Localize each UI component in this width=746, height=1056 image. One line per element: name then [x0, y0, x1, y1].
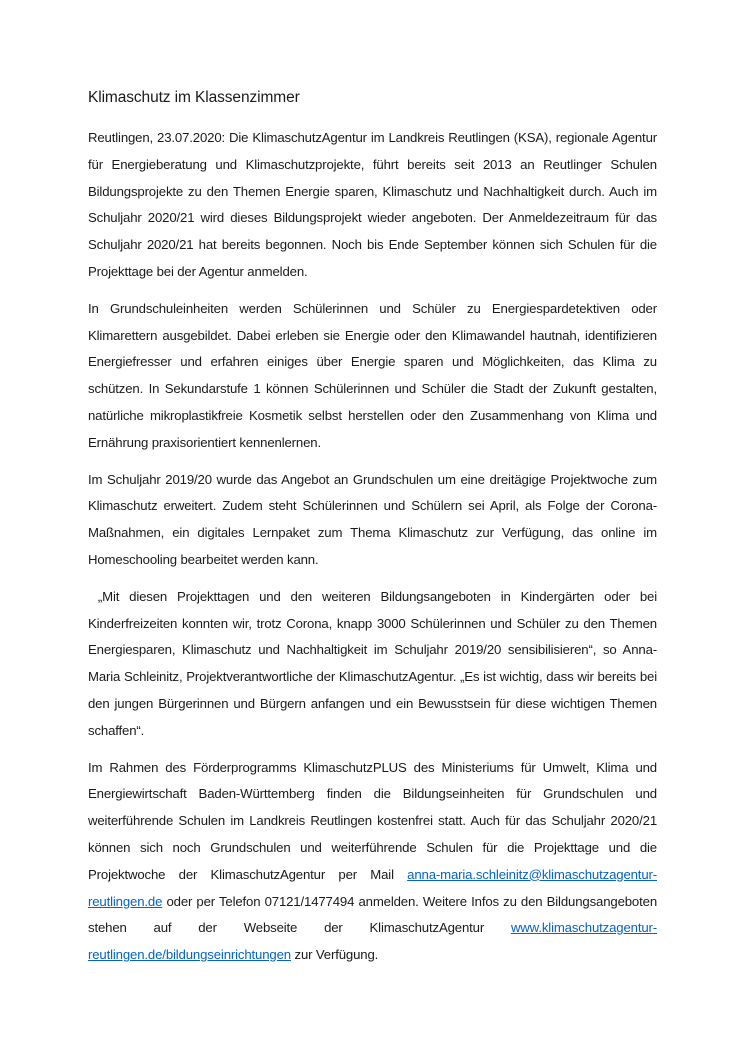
contact-text-3: zur Verfügung.	[290, 947, 379, 963]
contact-text-1: Im Rahmen des Förderprogramms KlimaschutzPLUS des Ministeriums für Umwelt, Klima und Energiewirtschaft Baden-Württemberg finden die Bildungseinheiten für Grundschulen und weiterführende Schulen im Landkreis Reutlingen kostenfrei statt. Auch für das Schuljahr 2020/21 können sich noch Grundschulen und weiterführende Schulen für die Projekttage und die Projektwoche der KlimaschutzAgentur per Mail	[88, 759, 657, 882]
paragraph-intro: Reutlingen, 23.07.2020: Die KlimaschutzAgentur im Landkreis Reutlingen (KSA), regionale Agentur für Energieberatung und Klimaschutzprojekte, führt bereits seit 2013 an Reutlinger Schulen Bildungsprojekte zu den Themen Energie sparen, Klimaschutz und Nachhaltigkeit durch. Auch im Schuljahr 2020/21 wird dieses Bildungsprojekt wieder angeboten. Der Anmeldezeitraum für das Schuljahr 2020/21 hat bereits begonnen. Noch bis Ende September können sich Schulen für die Projekttage bei der Agentur anmelden.	[88, 130, 657, 279]
paragraph-projektwoche: Im Schuljahr 2019/20 wurde das Angebot an Grundschulen um eine dreitägige Projektwoche zum Klimaschutz erweitert. Zudem steht Schülerinnen und Schülern sei April, als Folge der Corona-Maßnahmen, ein digitales Lernpaket zum Thema Klimaschutz zur Verfügung, das online im Homeschooling bearbeitet werden kann.	[88, 471, 657, 567]
document-title: Klimaschutz im Klassenzimmer	[88, 89, 300, 106]
paragraph-quote: „Mit diesen Projekttagen und den weiteren Bildungsangeboten in Kindergärten oder bei Kinderfreizeiten konnten wir, trotz Corona, knapp 3000 Schülerinnen und Schüler zu den Themen Energiesparen, Klimaschutz und Nachhaltigkeit im Schuljahr 2019/20 sensibilisieren“, so Anna-Maria Schleinitz, Projektverantwortliche der KlimaschutzAgentur. „Es ist wichtig, dass wir bereits bei den jungen Bürgerinnen und Bürgern anfangen und ein Bewusstsein für diese wichtigen Themen schaffen“.	[88, 588, 658, 738]
document-page	[88, 88, 657, 979]
contact-text-2: oder per Telefon 07121/1477494 anmelden. Weitere Infos zu den Bildungsangeboten stehen auf der Webseite der KlimaschutzAgentur	[88, 893, 657, 936]
paragraph-grundschule: In Grundschuleinheiten werden Schülerinnen und Schüler zu Energiespardetektiven oder Klimarettern ausgebildet. Dabei erleben sie Energie oder den Klimawandel hautnah, identifizieren Energiefresser und erfahren einiges über Energie sparen und Möglichkeiten, das Klima zu schützen. In Sekundarstufe 1 können Schülerinnen und Schüler die Stadt der Zukunft gestalten, natürliche mikroplastikfreie Kosmetik selbst herstellen oder den Zusammenhang von Klima und Ernährung praxisorientiert kennenlernen.	[88, 300, 657, 450]
website-link[interactable]: www.klimaschutzagentur-reutlingen.de/bildungseinrichtungen	[88, 920, 657, 963]
email-link[interactable]: anna-maria.schleinitz@klimaschutzagentur-reutlingen.de	[88, 866, 657, 909]
paragraph-contact	[88, 755, 657, 969]
